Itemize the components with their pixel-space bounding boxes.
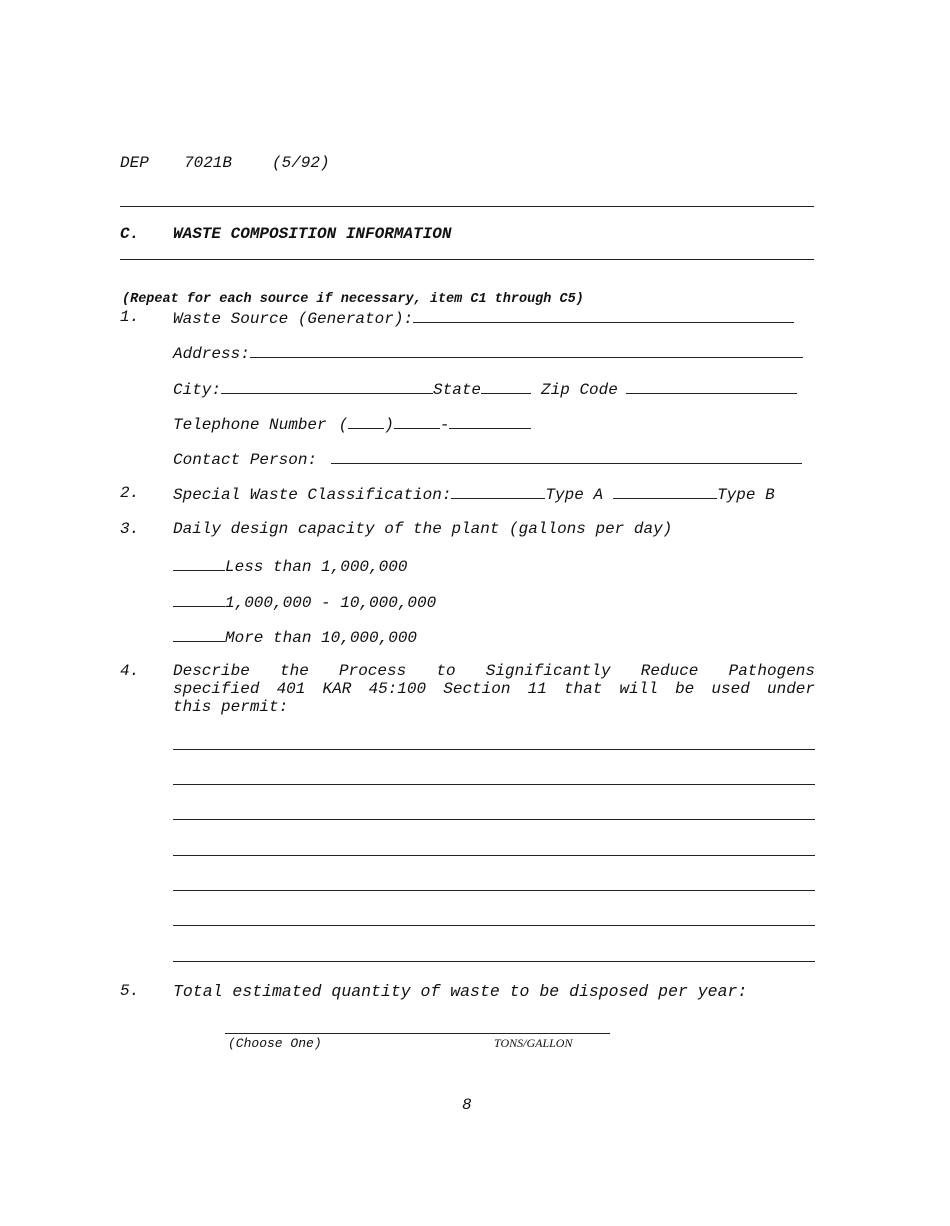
process-answer-line-3[interactable] (173, 819, 815, 820)
item5-number: 5. (120, 982, 140, 1000)
phone-dash: - (439, 416, 450, 434)
area-code-field[interactable] (348, 414, 384, 429)
capacity-option-2 (173, 592, 436, 612)
classification-row (173, 484, 775, 504)
process-answer-line-6[interactable] (173, 925, 815, 926)
capacity-option-2-field[interactable] (173, 592, 225, 607)
zip-field[interactable] (626, 379, 797, 394)
city-label: City: (173, 381, 222, 399)
classification-label: Special Waste Classification: (173, 486, 452, 504)
process-answer-line-2[interactable] (173, 784, 815, 785)
page-number: 8 (462, 1096, 472, 1114)
phone-close-paren: ) (384, 416, 394, 434)
capacity-option-1-label: Less than 1,000,000 (225, 558, 408, 576)
contact-field[interactable] (331, 449, 802, 464)
process-answer-line-5[interactable] (173, 890, 815, 891)
section-title: WASTE COMPOSITION INFORMATION (173, 225, 452, 243)
section-rule-bottom (120, 259, 814, 260)
phone-line-field[interactable] (449, 414, 531, 429)
city-field[interactable] (221, 379, 433, 394)
form-id: DEP (120, 154, 149, 172)
telephone-label: Telephone Number (173, 416, 327, 434)
quantity-label: Total estimated quantity of waste to be disposed per year: (173, 982, 748, 1001)
capacity-option-2-label: 1,000,000 - 10,000,000 (225, 594, 437, 612)
process-line-3: this permit: (173, 698, 289, 716)
phone-open-paren: ( (338, 416, 349, 434)
waste-source-row (173, 308, 794, 328)
waste-source-label: Waste Source (Generator): (173, 310, 414, 328)
state-label: State (433, 381, 482, 399)
section-rule-top (120, 206, 814, 207)
telephone-row (173, 414, 531, 434)
process-answer-line-1[interactable] (173, 749, 815, 750)
capacity-option-3-label: More than 10,000,000 (225, 629, 418, 647)
contact-label: Contact Person: (173, 451, 318, 469)
item2-number: 2. (120, 484, 140, 502)
address-row (173, 343, 803, 363)
address-field[interactable] (250, 343, 803, 358)
capacity-option-3-field[interactable] (173, 627, 225, 642)
item4-number: 4. (120, 662, 140, 680)
capacity-label: Daily design capacity of the plant (gallons per day) (173, 520, 673, 538)
choose-one-label: (Choose One) (228, 1036, 322, 1051)
quantity-field[interactable] (225, 1033, 610, 1034)
type-b-field[interactable] (613, 484, 717, 499)
type-a-field[interactable] (451, 484, 545, 499)
item1-number: 1. (120, 308, 140, 326)
type-a-label: Type A (545, 486, 604, 504)
process-line-2: specified 401 KAR 45:100 Section 11 that will be used under (173, 680, 815, 698)
address-label: Address: (173, 345, 250, 363)
city-row (173, 379, 797, 399)
capacity-option-3 (173, 627, 417, 647)
capacity-option-1 (173, 556, 407, 576)
item3-number: 3. (120, 520, 140, 538)
capacity-option-1-field[interactable] (173, 556, 225, 571)
zip-label: Zip Code (541, 381, 618, 399)
form-revision: (5/92) (272, 154, 330, 172)
process-answer-line-7[interactable] (173, 961, 815, 962)
state-field[interactable] (481, 379, 531, 394)
repeat-note: (Repeat for each source if necessary, item C1 through C5) (122, 292, 584, 307)
process-answer-line-4[interactable] (173, 855, 815, 856)
phone-prefix-field[interactable] (394, 414, 440, 429)
process-line-1: Describe the Process to Significantly Reduce Pathogens (173, 662, 815, 680)
form-number: 7021B (184, 154, 233, 172)
waste-source-field[interactable] (413, 308, 794, 323)
contact-row (173, 449, 802, 469)
units-label: TONS/GALLON (494, 1036, 573, 1050)
section-letter: C. (120, 225, 140, 243)
type-b-label: Type B (717, 486, 775, 504)
